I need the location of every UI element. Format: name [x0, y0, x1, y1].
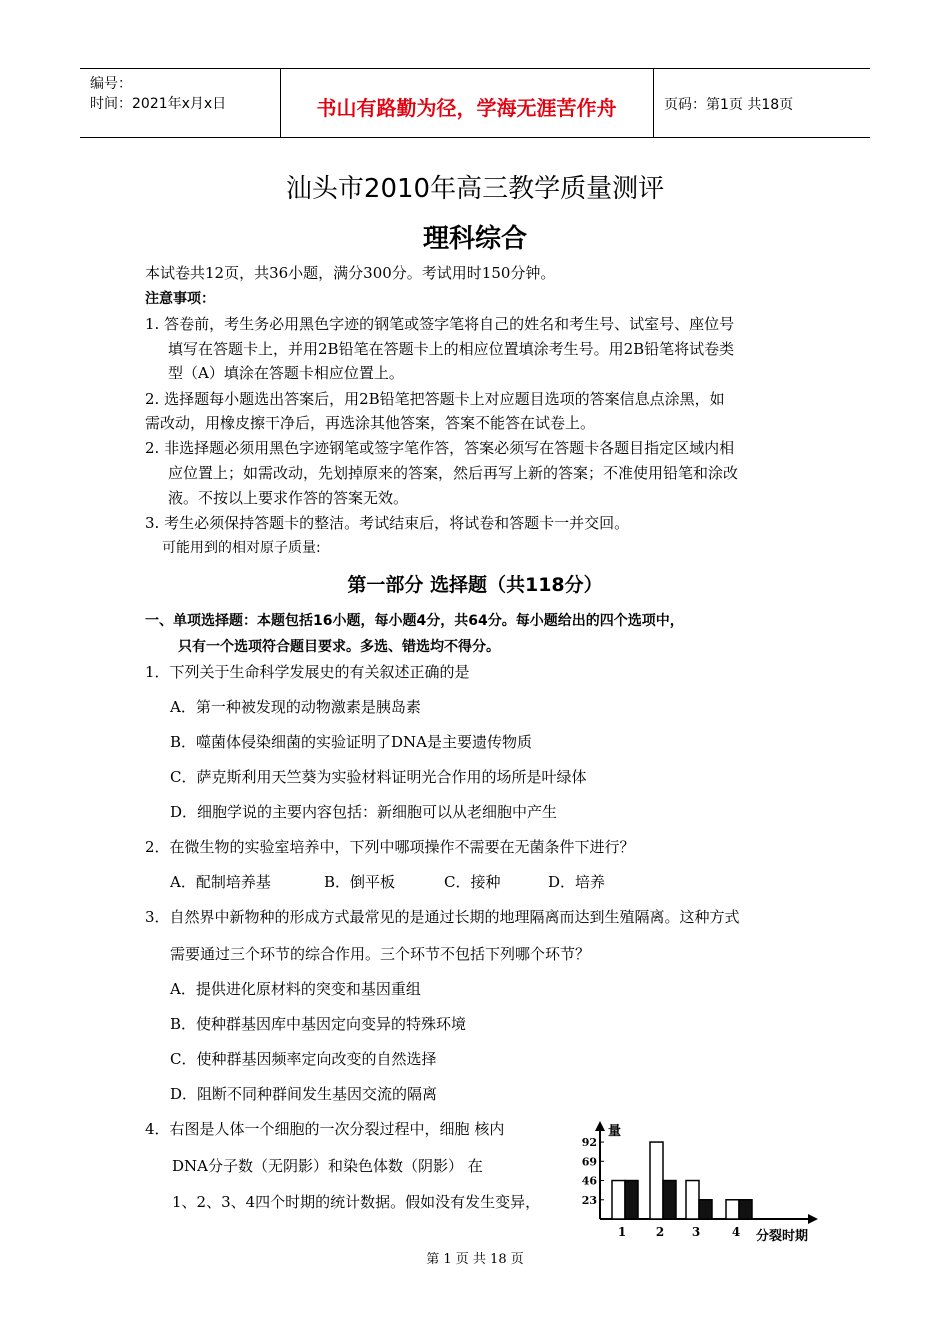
y-tick-label: 46: [581, 1174, 597, 1188]
question-4: 4．右图是人体一个细胞的一次分裂过程中，细胞 核内: [145, 1120, 505, 1138]
q2-option-d: D．培养: [548, 873, 606, 891]
part1-instruction: 只有一个选项符合题目要求。多选、错选均不得分。: [178, 639, 500, 655]
dna-bar: [686, 1181, 699, 1219]
chromosome-bar: [663, 1181, 676, 1219]
question-4-cont: DNA分子数（无阴影）和染色体数（阴影） 在: [172, 1157, 483, 1175]
q3-option-d: D．阻断不同种群间发生基因交流的隔离: [170, 1085, 438, 1103]
x-tick-label: 1: [617, 1225, 627, 1239]
q2-option-c: C．接种: [444, 873, 501, 891]
y-tick-label: 69: [581, 1155, 597, 1169]
x-axis-label: 分裂时期: [756, 1229, 809, 1244]
q2-option-a: A．配制培养基: [170, 873, 271, 891]
q3-option-b: B．使种群基因库中基因定向变异的特殊环境: [170, 1015, 467, 1033]
number-label: 编号：: [90, 76, 132, 92]
note-line: 填写在答题卡上，并用2B铅笔在答题卡上的相应位置填涂考生号。用2B铅笔将试卷类: [168, 340, 735, 358]
y-tick-label: 23: [581, 1193, 597, 1207]
chromosome-bar: [699, 1200, 712, 1219]
x-tick-label: 3: [691, 1225, 701, 1239]
time-label: 时间：2021年x月x日: [90, 96, 227, 112]
notes-title: 注意事项：: [145, 291, 215, 307]
motto-text: 书山有路勤为径，学海无涯苦作舟: [316, 96, 617, 120]
y-tick-label: 92: [581, 1136, 597, 1150]
note-line: 型（A）填涂在答题卡相应位置上。: [168, 364, 404, 382]
page-footer: 第 1 页 共 18 页: [426, 1252, 524, 1267]
page-header: [80, 68, 870, 138]
note-line: 可能用到的相对原子质量:: [162, 540, 321, 556]
y-axis-arrow: [595, 1121, 605, 1131]
x-tick-label: 2: [655, 1225, 665, 1239]
q1-option-d: D．细胞学说的主要内容包括：新细胞可以从老细胞中产生: [170, 803, 558, 821]
x-axis-arrow: [808, 1214, 818, 1224]
q3-option-a: A．提供进化原材料的突变和基因重组: [170, 980, 421, 998]
y-axis-label: 量: [608, 1124, 622, 1139]
x-tick-label: 4: [731, 1225, 741, 1239]
question-3: 3．自然界中新物种的形成方式最常见的是通过长期的地理隔离而达到生殖隔离。这种方式: [145, 908, 740, 926]
question-1: 1．下列关于生命科学发展史的有关叙述正确的是: [145, 663, 470, 681]
q1-option-b: B．噬菌体侵染细菌的实验证明了DNA是主要遗传物质: [170, 733, 533, 751]
section-title: 第一部分 选择题（共118分）: [347, 574, 603, 596]
note-line: 液。不按以上要求作答的答案无效。: [168, 489, 409, 507]
note-line: 1. 答卷前，考生务必用黑色字迹的钢笔或签字笔将自己的姓名和考生号、试室号、座位号: [145, 315, 735, 333]
question-2: 2．在微生物的实验室培养中，下列中哪项操作不需要在无菌条件下进行？: [145, 838, 635, 856]
page-code: 页码：第1页 共18页: [664, 97, 794, 113]
note-line: 3. 考生必须保持答题卡的整洁。考试结束后，将试卷和答题卡一并交回。: [145, 514, 630, 532]
note-line: 2. 选择题每小题选出答案后，用2B铅笔把答题卡上对应题目选项的答案信息点涂黑，如: [145, 390, 725, 408]
cell-division-chart: [578, 1115, 828, 1247]
note-line: 2. 非选择题必须用黑色字迹钢笔或签字笔作答，答案必须写在答题卡各题目指定区域内相: [145, 439, 735, 457]
question-3-cont: 需要通过三个环节的综合作用。三个环节不包括下列哪个环节？: [170, 945, 591, 963]
dna-bar: [650, 1142, 663, 1219]
exam-title: 汕头市2010年高三教学质量测评: [285, 174, 665, 204]
q3-option-c: C．使种群基因频率定向改变的自然选择: [170, 1050, 437, 1068]
note-line: 应位置上；如需改动，先划掉原来的答案，然后再写上新的答案；不准使用铅笔和涂改: [168, 464, 739, 482]
q1-option-c: C．萨克斯利用天竺葵为实验材料证明光合作用的场所是叶绿体: [170, 768, 587, 786]
exam-intro: 本试卷共12页，共36小题，满分300分。考试用时150分钟。: [145, 264, 556, 282]
dna-bar: [612, 1181, 625, 1219]
part1-instruction: 一、单项选择题：本题包括16小题，每小题4分，共64分。每小题给出的四个选项中，: [145, 613, 684, 629]
question-4-cont: 1、2、3、4四个时期的统计数据。假如没有发生变异，: [172, 1193, 541, 1211]
note-line: 需改动，用橡皮擦干净后，再选涂其他答案，答案不能答在试卷上。: [145, 414, 596, 432]
header-motto-cell: [280, 69, 654, 137]
header-info-cell: [80, 69, 281, 137]
q2-option-b: B．倒平板: [324, 873, 396, 891]
dna-bar: [726, 1200, 739, 1219]
chromosome-bar: [739, 1200, 752, 1219]
q1-option-a: A．第一种被发现的动物激素是胰岛素: [170, 698, 421, 716]
chromosome-bar: [625, 1181, 638, 1219]
header-page-cell: [654, 69, 870, 137]
exam-subject: 理科综合: [422, 224, 527, 254]
